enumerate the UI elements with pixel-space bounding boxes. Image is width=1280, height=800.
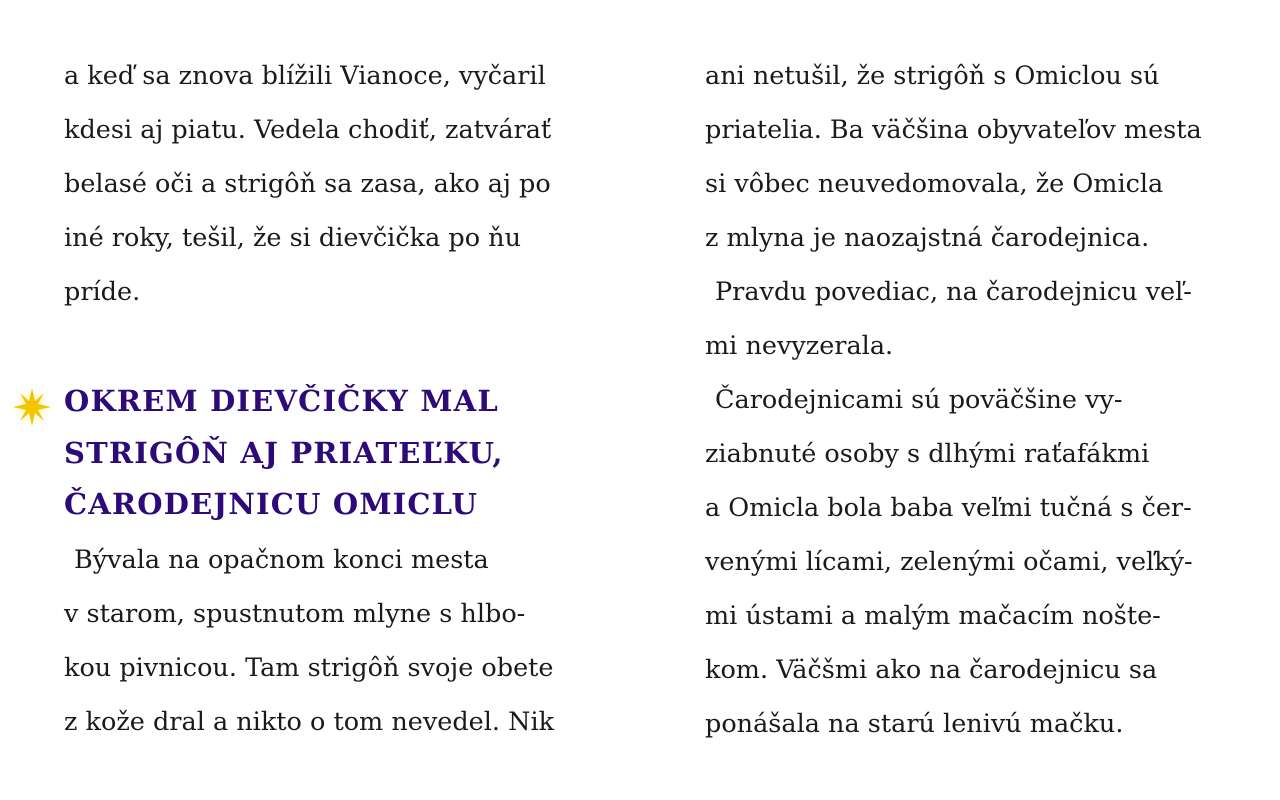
- text-line: Čarodejnicami sú poväčšine vy-: [715, 385, 1123, 415]
- text-line: kom. Väčšmi ako na čarodejnicu sa: [705, 655, 1158, 685]
- section-heading-line: OKREM DIEVČIČKY MAL: [64, 384, 499, 418]
- text-line: kou pivnicou. Tam strigôň svoje obete: [64, 653, 554, 683]
- text-line: venými lícami, zelenými očami, veľký-: [705, 547, 1193, 577]
- text-line: Pravdu povediac, na čarodejnicu veľ-: [715, 277, 1192, 307]
- text-line: si vôbec neuvedomovala, že Omicla: [705, 169, 1164, 199]
- text-line: priatelia. Ba väčšina obyvateľov mesta: [705, 115, 1202, 145]
- text-line: príde.: [64, 277, 141, 307]
- text-line: z mlyna je naozajstná čarodejnica.: [705, 223, 1150, 253]
- text-line: Bývala na opačnom konci mesta: [74, 545, 489, 575]
- text-line: z kože dral a nikto o tom nevedel. Nik: [64, 707, 555, 737]
- text-line: a Omicla bola baba veľmi tučná s čer-: [705, 493, 1192, 523]
- text-line: v starom, spustnutom mlyne s hlbo-: [64, 599, 526, 629]
- text-line: iné roky, tešil, že si dievčička po ňu: [64, 223, 522, 253]
- text-line: mi ústami a malým mačacím nošte-: [705, 601, 1161, 631]
- text-line: belasé oči a strigôň sa zasa, ako aj po: [64, 169, 551, 199]
- text-line: ponášala na starú lenivú mačku.: [705, 709, 1124, 739]
- text-line: a keď sa znova blížili Vianoce, vyčaril: [64, 61, 546, 91]
- text-line: mi nevyzerala.: [705, 331, 894, 361]
- section-heading-line: ČARODEJNICU OMICLU: [64, 487, 479, 521]
- text-line: ani netušil, že strigôň s Omiclou sú: [705, 61, 1160, 91]
- sparkle-star-icon: [10, 385, 54, 429]
- text-line: kdesi aj piatu. Vedela chodiť, zatvárať: [64, 115, 552, 145]
- section-heading-line: STRIGÔŇ AJ PRIATEĽKU,: [64, 436, 504, 470]
- text-line: ziabnuté osoby s dlhými raťafákmi: [705, 439, 1150, 469]
